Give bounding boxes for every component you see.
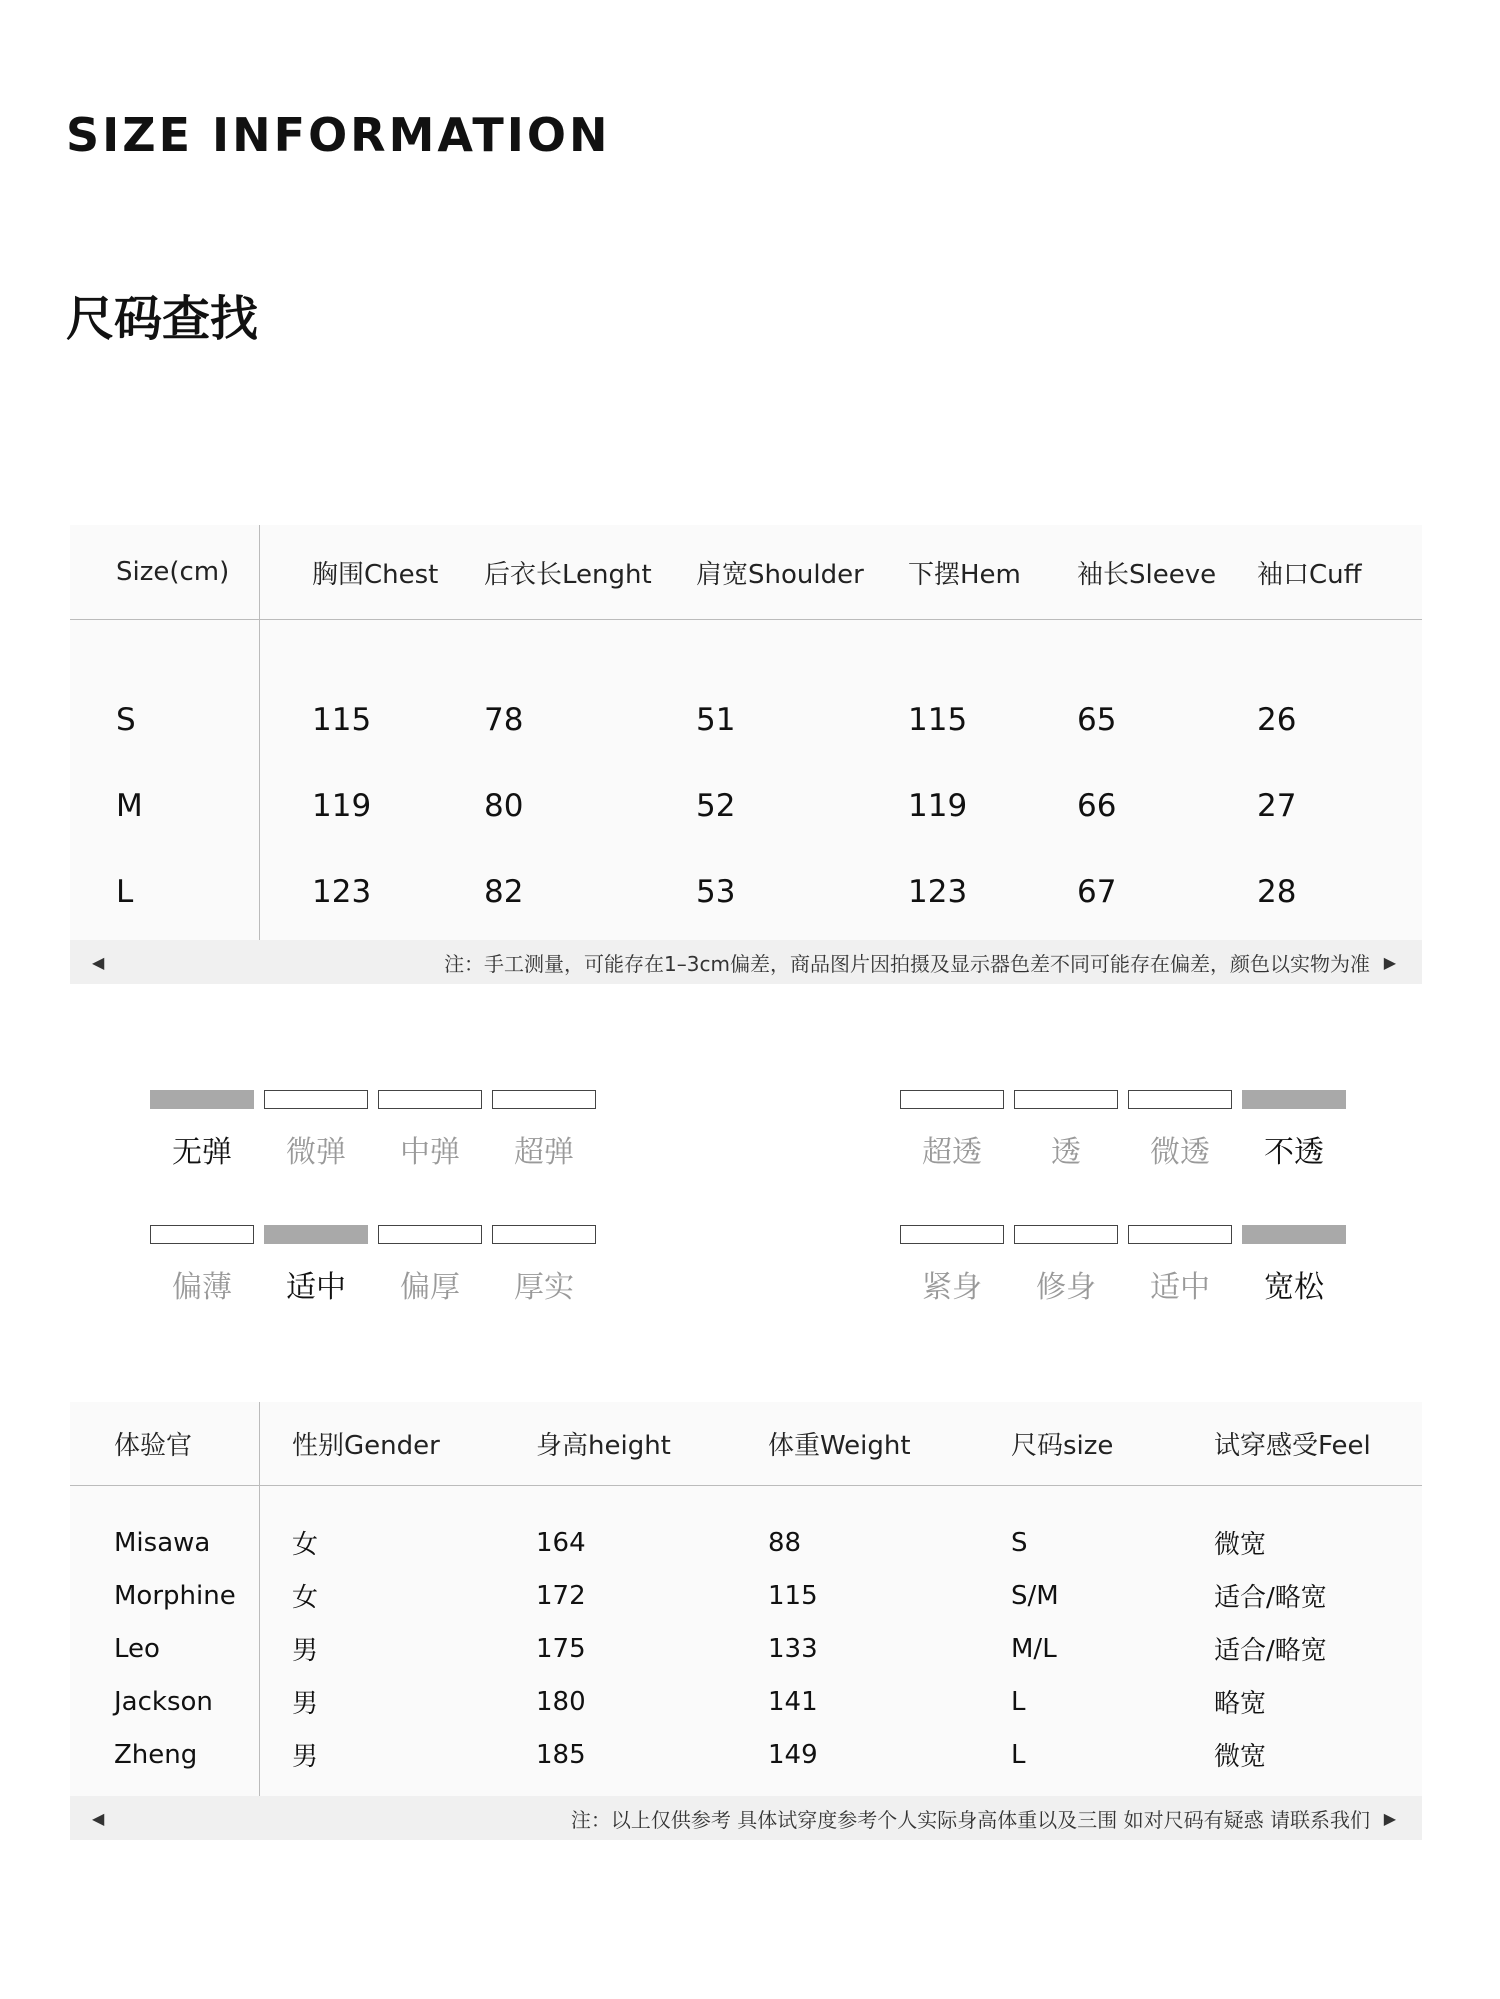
tester-value-cell: 172 <box>536 1580 586 1611</box>
tester-value-cell: 男 <box>292 1742 319 1772</box>
size-value-cell: 82 <box>484 874 524 910</box>
tester-name-cell: Morphine <box>70 1569 260 1622</box>
thickness-option <box>263 1225 369 1306</box>
page-title-cn: 尺码查找 <box>66 291 259 347</box>
tester-value-cell: 115 <box>768 1580 818 1611</box>
transparency-indicator-bar <box>1242 1090 1346 1109</box>
elasticity-option-label: 中弹 <box>400 1135 460 1170</box>
elasticity-option-label: 无弹 <box>172 1135 232 1170</box>
transparency-option-label: 透 <box>1051 1135 1081 1170</box>
tester-value-cell: 微宽 <box>1214 1742 1267 1772</box>
tester-table-header: 体验官 <box>70 1402 260 1486</box>
thickness-indicator-bar <box>378 1225 482 1244</box>
fit-option-label: 宽松 <box>1264 1270 1324 1305</box>
fit-scale <box>899 1225 1347 1306</box>
tester-value-cell: L <box>1011 1739 1026 1770</box>
table-spacer <box>260 1486 504 1516</box>
tester-table <box>70 1402 1422 1818</box>
tester-table-panel <box>70 1402 1422 1842</box>
fit-option <box>1241 1225 1347 1306</box>
tester-value-cell: 88 <box>768 1527 802 1558</box>
transparency-indicator-bar <box>900 1090 1004 1109</box>
tester-value-cell: S <box>1011 1527 1028 1558</box>
tester-value-cell: 适合/略宽 <box>1214 1583 1327 1613</box>
table-spacer <box>1182 1486 1422 1516</box>
size-label-cell: M <box>70 763 260 849</box>
tester-name-cell: Zheng <box>70 1728 260 1781</box>
thickness-option <box>149 1225 255 1306</box>
tester-note-scrollbar[interactable] <box>70 1796 1422 1840</box>
tester-value-cell: L <box>1011 1686 1026 1717</box>
tester-table-header: 试穿感受Feel <box>1182 1402 1422 1486</box>
tester-value-cell: 149 <box>768 1739 818 1770</box>
table-spacer <box>70 1486 260 1516</box>
elasticity-option <box>491 1090 597 1171</box>
table-spacer <box>260 620 460 677</box>
size-value-cell: 51 <box>696 702 736 738</box>
size-value-cell: 53 <box>696 874 736 910</box>
transparency-option <box>899 1090 1005 1171</box>
tester-table-header: 体重Weight <box>736 1402 979 1486</box>
tester-table-header: 性别Gender <box>260 1402 504 1486</box>
fit-indicator-bar <box>900 1225 1004 1244</box>
transparency-option-label: 不透 <box>1264 1135 1324 1170</box>
table-spacer <box>504 1486 736 1516</box>
tester-value-cell: 微宽 <box>1214 1530 1267 1560</box>
size-value-cell: 28 <box>1257 874 1297 910</box>
size-value-cell: 65 <box>1077 702 1117 738</box>
thickness-indicator-bar <box>150 1225 254 1244</box>
scroll-right-icon[interactable]: ▶ <box>1383 952 1396 972</box>
transparency-scale <box>899 1090 1347 1171</box>
tester-value-cell: 175 <box>536 1633 586 1664</box>
size-value-cell: 78 <box>484 702 524 738</box>
fit-option-label: 修身 <box>1036 1270 1096 1305</box>
size-value-cell: 115 <box>312 702 372 738</box>
elasticity-indicator-bar <box>378 1090 482 1109</box>
size-value-cell: 123 <box>908 874 968 910</box>
size-table-header: Size(cm) <box>70 525 260 620</box>
tester-table-header: 尺码size <box>979 1402 1182 1486</box>
fit-option-label: 紧身 <box>922 1270 982 1305</box>
tester-value-cell: 女 <box>292 1583 319 1613</box>
thickness-option-label: 厚实 <box>514 1270 574 1305</box>
tester-value-cell: S/M <box>1011 1580 1059 1611</box>
size-value-cell: 123 <box>312 874 372 910</box>
fit-option <box>899 1225 1005 1306</box>
size-value-cell: 80 <box>484 788 524 824</box>
elasticity-option-label: 微弹 <box>286 1135 346 1170</box>
fit-option <box>1127 1225 1233 1306</box>
thickness-option <box>377 1225 483 1306</box>
size-table <box>70 525 1422 965</box>
size-table-header: 胸围Chest <box>260 525 460 620</box>
tester-table-header: 身高height <box>504 1402 736 1486</box>
tester-value-cell: 男 <box>292 1689 319 1719</box>
elasticity-option <box>263 1090 369 1171</box>
fit-option <box>1013 1225 1119 1306</box>
thickness-indicator-bar <box>264 1225 368 1244</box>
size-table-header: 袖长Sleeve <box>1047 525 1227 620</box>
tester-value-cell: 男 <box>292 1636 319 1666</box>
thickness-option-label: 适中 <box>286 1270 346 1305</box>
size-note-text: 注：手工测量，可能存在1–3cm偏差，商品图片因拍摄及显示器色差不同可能存在偏差，颜色以实物为准 <box>444 951 1370 976</box>
transparency-indicator-bar <box>1128 1090 1232 1109</box>
size-value-cell: 67 <box>1077 874 1117 910</box>
tester-name-cell: Leo <box>70 1622 260 1675</box>
size-table-header: 下摆Hem <box>875 525 1047 620</box>
tester-value-cell: 略宽 <box>1214 1689 1267 1719</box>
elasticity-option-label: 超弹 <box>514 1135 574 1170</box>
elasticity-indicator-bar <box>264 1090 368 1109</box>
size-value-cell: 115 <box>908 702 968 738</box>
thickness-scale <box>149 1225 597 1306</box>
tester-name-cell: Jackson <box>70 1675 260 1728</box>
transparency-option-label: 超透 <box>922 1135 982 1170</box>
fit-indicator-bar <box>1014 1225 1118 1244</box>
fit-option-label: 适中 <box>1150 1270 1210 1305</box>
tester-value-cell: 133 <box>768 1633 818 1664</box>
size-value-cell: 27 <box>1257 788 1297 824</box>
tester-value-cell: 适合/略宽 <box>1214 1636 1327 1666</box>
table-spacer <box>70 620 260 677</box>
size-value-cell: 119 <box>312 788 372 824</box>
elasticity-scale <box>149 1090 597 1171</box>
size-table-header: 后衣长Lenght <box>460 525 670 620</box>
page-title-en: SIZE INFORMATION <box>66 108 611 162</box>
transparency-option <box>1127 1090 1233 1171</box>
transparency-option <box>1013 1090 1119 1171</box>
table-spacer <box>670 620 875 677</box>
scroll-left-icon[interactable]: ◀ <box>92 1808 105 1828</box>
size-value-cell: 66 <box>1077 788 1117 824</box>
table-spacer <box>1047 620 1227 677</box>
table-spacer <box>979 1486 1182 1516</box>
size-note-scrollbar[interactable] <box>70 940 1422 984</box>
table-spacer <box>460 620 670 677</box>
tester-name-cell: Misawa <box>70 1516 260 1569</box>
size-table-panel <box>70 525 1422 975</box>
tester-value-cell: 185 <box>536 1739 586 1770</box>
table-spacer <box>875 620 1047 677</box>
fit-indicator-bar <box>1242 1225 1346 1244</box>
transparency-option-label: 微透 <box>1150 1135 1210 1170</box>
scroll-left-icon[interactable]: ◀ <box>92 952 105 972</box>
thickness-option <box>491 1225 597 1306</box>
fit-indicator-bar <box>1128 1225 1232 1244</box>
size-value-cell: 26 <box>1257 702 1297 738</box>
tester-note-text: 注：以上仅供参考 具体试穿度参考个人实际身高体重以及三围 如对尺码有疑惑 请联系我们 <box>570 1807 1370 1832</box>
elasticity-option <box>149 1090 255 1171</box>
size-table-header: 袖口Cuff <box>1227 525 1422 620</box>
tester-value-cell: 女 <box>292 1530 319 1560</box>
transparency-option <box>1241 1090 1347 1171</box>
thickness-option-label: 偏厚 <box>400 1270 460 1305</box>
transparency-indicator-bar <box>1014 1090 1118 1109</box>
tester-value-cell: 141 <box>768 1686 818 1717</box>
table-spacer <box>736 1486 979 1516</box>
tester-value-cell: 180 <box>536 1686 586 1717</box>
scroll-right-icon[interactable]: ▶ <box>1383 1808 1396 1828</box>
elasticity-indicator-bar <box>150 1090 254 1109</box>
elasticity-option <box>377 1090 483 1171</box>
size-value-cell: 52 <box>696 788 736 824</box>
size-table-header: 肩宽Shoulder <box>670 525 875 620</box>
size-value-cell: 119 <box>908 788 968 824</box>
elasticity-indicator-bar <box>492 1090 596 1109</box>
size-label-cell: L <box>70 849 260 935</box>
tester-value-cell: 164 <box>536 1527 586 1558</box>
thickness-indicator-bar <box>492 1225 596 1244</box>
table-spacer <box>1227 620 1422 677</box>
size-label-cell: S <box>70 677 260 763</box>
tester-value-cell: M/L <box>1011 1633 1057 1664</box>
thickness-option-label: 偏薄 <box>172 1270 232 1305</box>
